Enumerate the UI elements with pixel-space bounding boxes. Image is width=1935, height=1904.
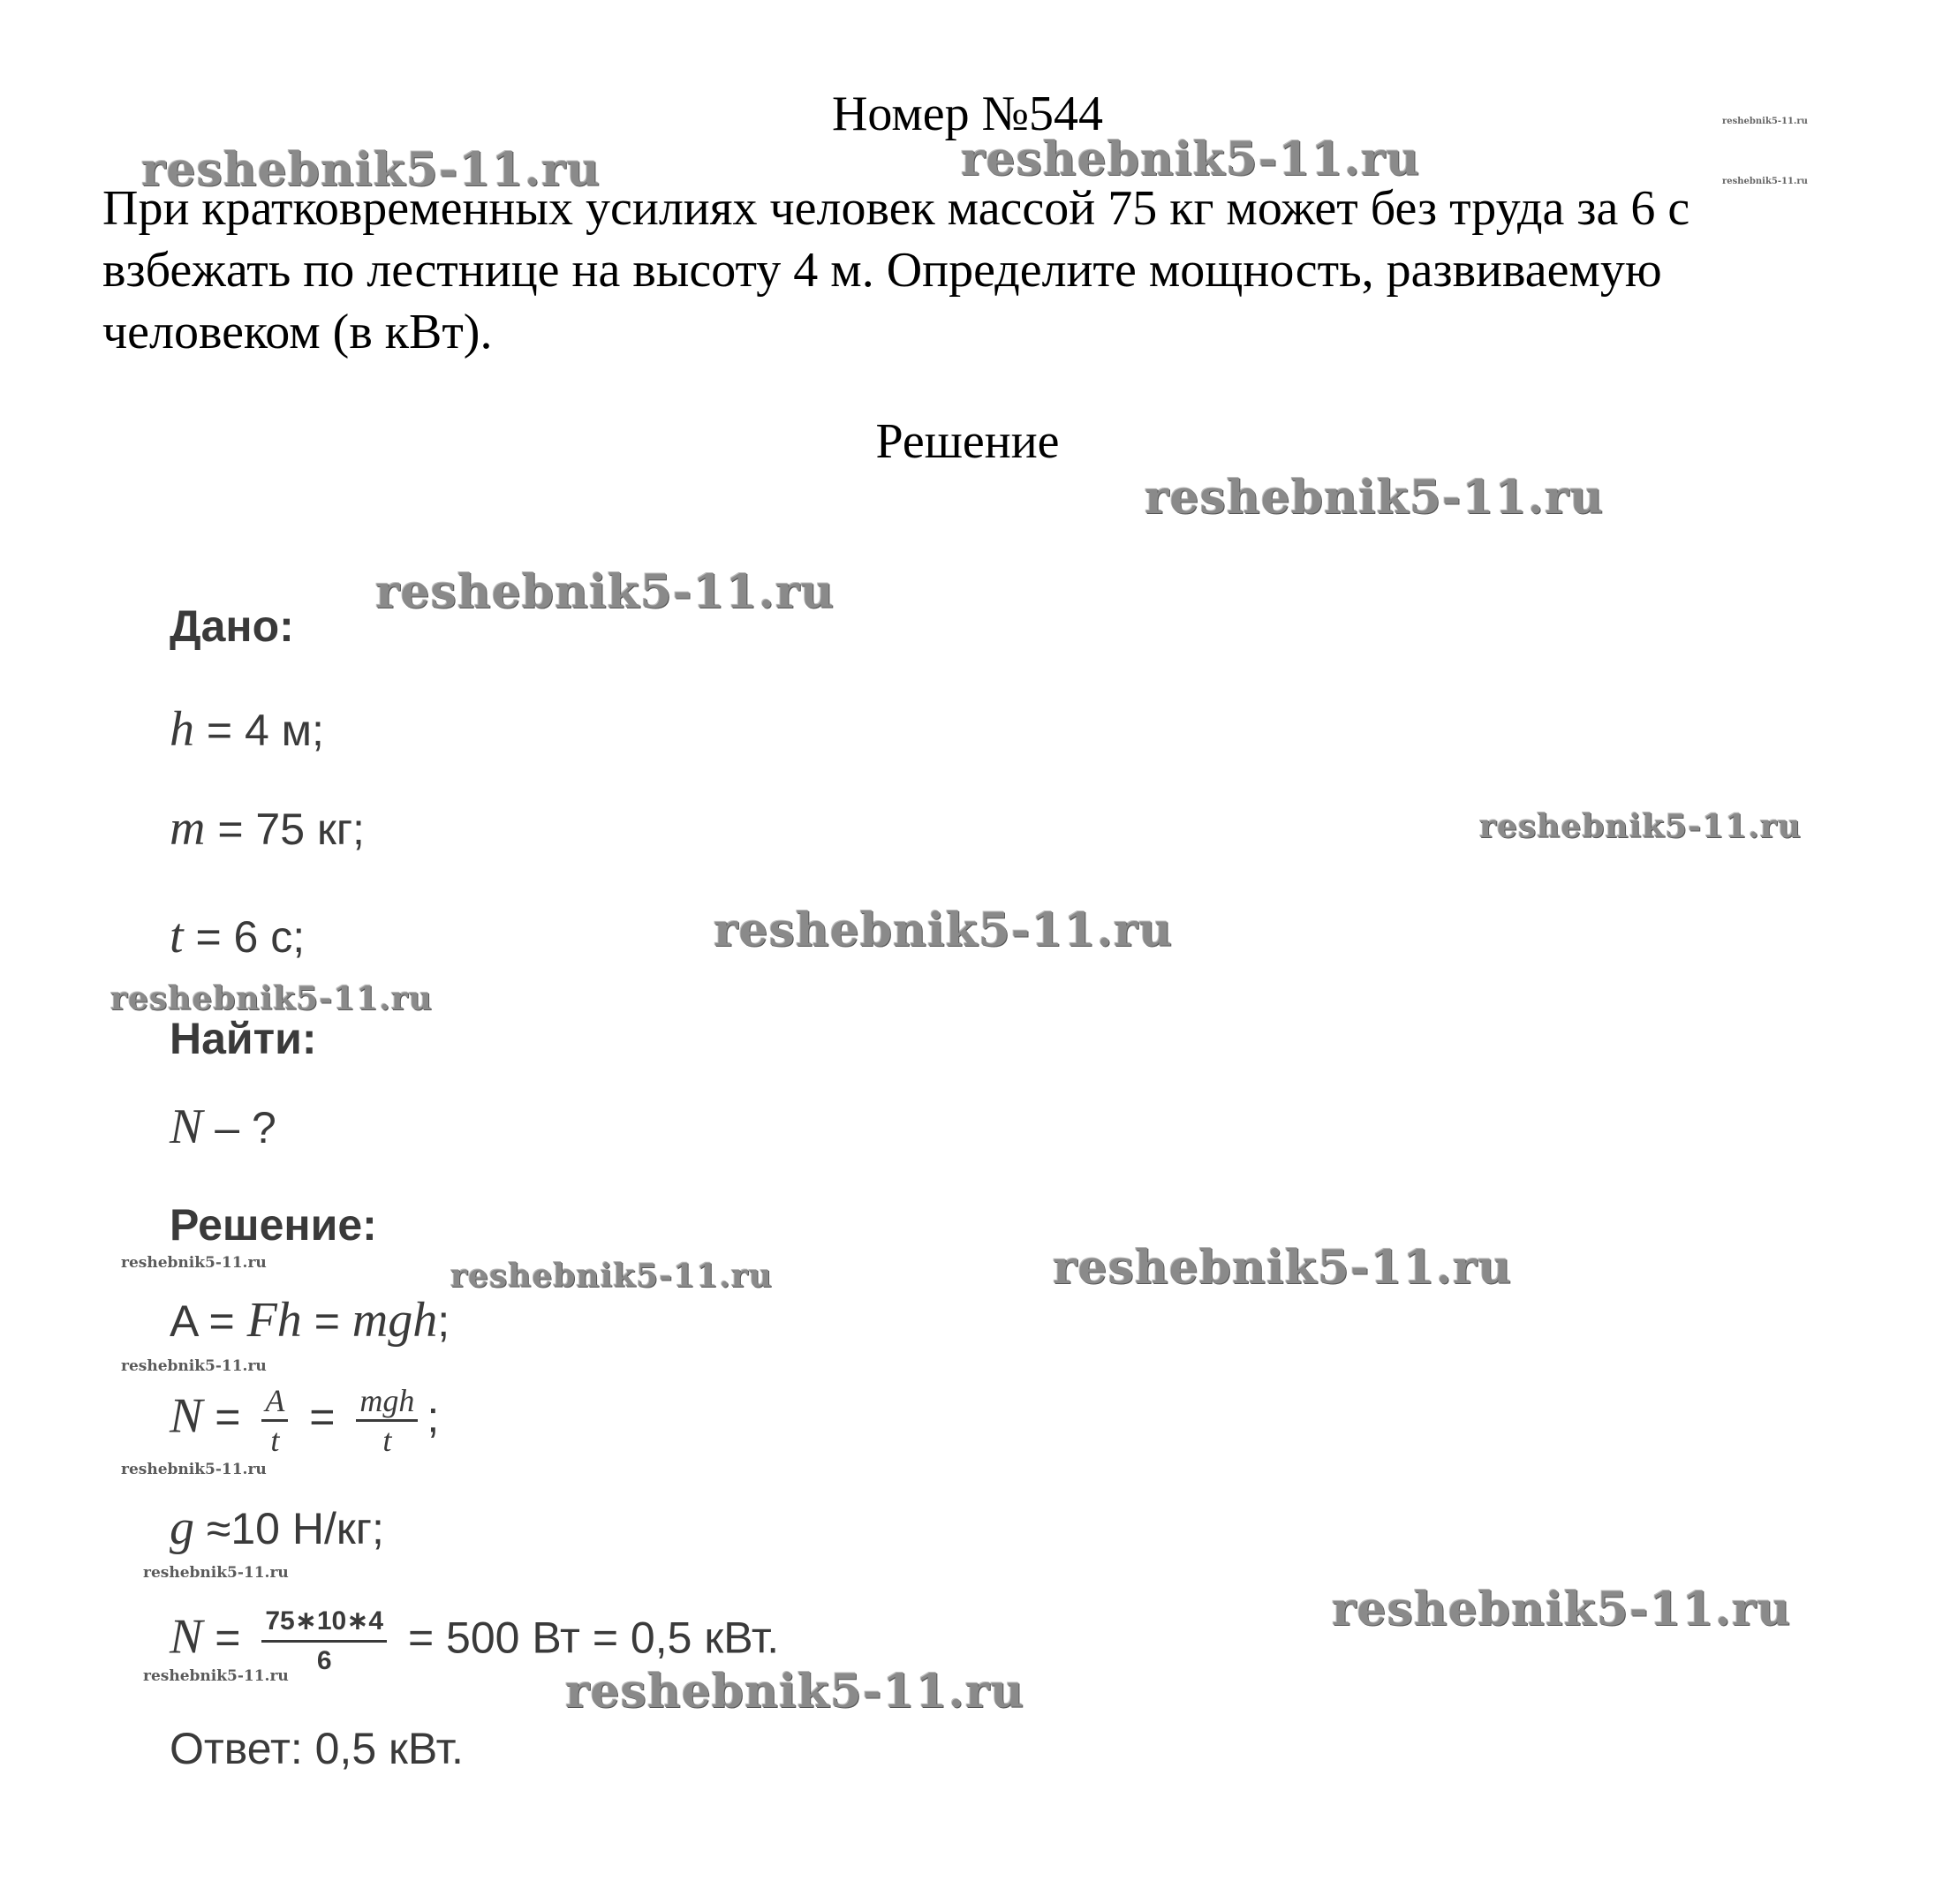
watermark: reshebnik5-11.ru xyxy=(110,980,433,1017)
watermark: reshebnik5-11.ru xyxy=(1332,1583,1792,1636)
watermark: reshebnik5-11.ru xyxy=(121,1357,267,1375)
find-n xyxy=(170,1100,276,1154)
fraction-numerator: A xyxy=(261,1382,288,1422)
fraction-a-over-t xyxy=(261,1382,288,1459)
gravity-line xyxy=(170,1501,384,1555)
given-h xyxy=(170,703,324,757)
fraction-numerator: 75∗10∗4 xyxy=(261,1603,387,1643)
watermark: reshebnik5-11.ru xyxy=(1722,177,1808,186)
watermark: reshebnik5-11.ru xyxy=(375,565,835,619)
find-n-rest: – ? xyxy=(202,1103,276,1152)
given-t xyxy=(170,910,305,963)
solution-label: Решение: xyxy=(170,1200,377,1250)
work-fh: Fh xyxy=(246,1293,302,1348)
find-label: Найти: xyxy=(170,1014,317,1063)
var-g: g xyxy=(170,1500,194,1555)
given-t-value: = 6 с; xyxy=(183,912,306,962)
var-h: h xyxy=(170,702,194,757)
watermark: reshebnik5-11.ru xyxy=(121,1254,267,1272)
var-n: N xyxy=(170,1099,203,1154)
watermark: reshebnik5-11.ru xyxy=(1145,471,1605,525)
task-text: При кратковременных усилиях человек массой 75 кг может без труда за 6 с взбежать по лестнице на высоту 4 м. Определите мощность, развиваемую человеком (в кВт). xyxy=(102,181,1690,359)
calc-n: N xyxy=(170,1609,203,1665)
watermark: reshebnik5-11.ru xyxy=(121,1461,267,1478)
fraction-denominator: t xyxy=(270,1423,280,1458)
watermark: reshebnik5-11.ru xyxy=(961,132,1421,186)
work-mgh: mgh xyxy=(351,1293,438,1348)
var-m: m xyxy=(170,801,206,856)
watermark: reshebnik5-11.ru xyxy=(1479,808,1802,845)
calc-result: = 500 Вт = 0,5 кВт. xyxy=(396,1613,780,1663)
power-end: ; xyxy=(427,1392,440,1442)
watermark: reshebnik5-11.ru xyxy=(141,143,601,197)
power-n: N xyxy=(170,1388,203,1444)
gravity-value: ≈10 Н/кг; xyxy=(194,1504,384,1553)
power-eq1: = xyxy=(202,1392,253,1442)
given-m xyxy=(170,802,365,856)
answer-line: Ответ: 0,5 кВт. xyxy=(170,1724,464,1773)
power-formula xyxy=(170,1382,439,1459)
watermark: reshebnik5-11.ru xyxy=(1722,117,1808,126)
work-formula xyxy=(170,1294,450,1348)
given-h-value: = 4 м; xyxy=(194,706,324,755)
watermark: reshebnik5-11.ru xyxy=(565,1665,1025,1719)
fraction-denominator: 6 xyxy=(316,1646,332,1675)
fraction-mgh-over-t xyxy=(356,1382,418,1459)
given-m-value: = 75 кг; xyxy=(205,805,365,854)
work-a: A = xyxy=(170,1296,247,1346)
work-end: ; xyxy=(437,1296,450,1346)
fraction-denominator: t xyxy=(382,1423,392,1458)
watermark: reshebnik5-11.ru xyxy=(143,1667,289,1685)
work-eq: = xyxy=(301,1296,352,1346)
power-eq2: = xyxy=(297,1392,348,1442)
watermark: reshebnik5-11.ru xyxy=(714,903,1174,957)
var-t: t xyxy=(170,909,184,963)
watermark: reshebnik5-11.ru xyxy=(1053,1241,1513,1295)
page-title: Номер №544 xyxy=(831,87,1104,141)
calc-eq: = xyxy=(202,1613,253,1663)
fraction-numerator: mgh xyxy=(356,1382,418,1422)
watermark: reshebnik5-11.ru xyxy=(143,1564,289,1582)
watermark: reshebnik5-11.ru xyxy=(450,1258,773,1295)
given-label: Дано: xyxy=(170,601,294,651)
solution-heading: Решение xyxy=(875,414,1060,469)
